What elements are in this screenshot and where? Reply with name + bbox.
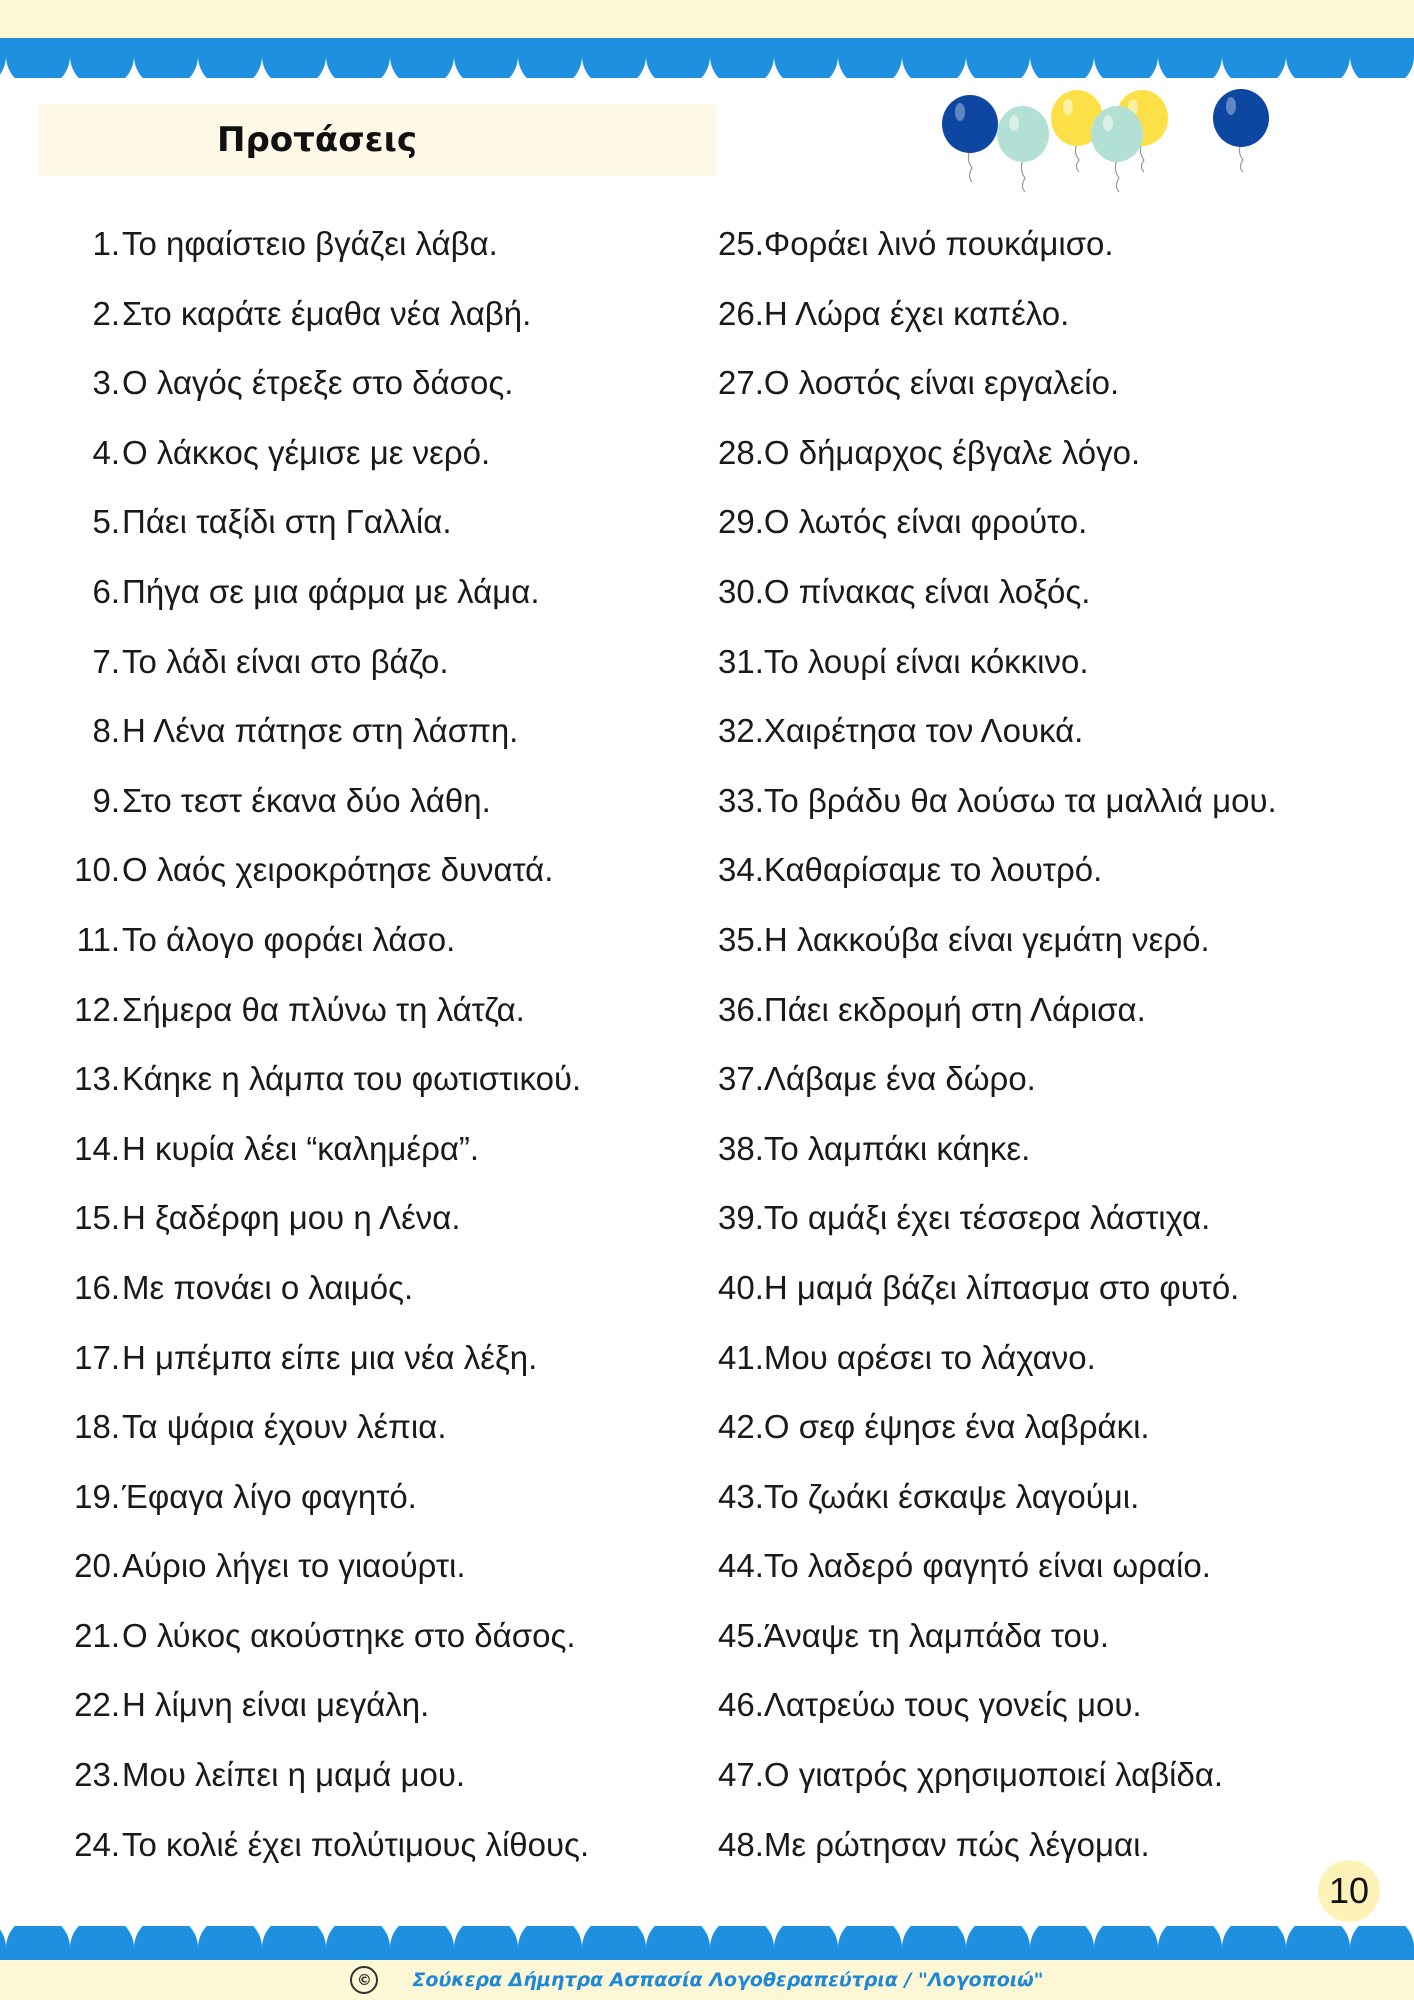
sentence-item (718, 1675, 1398, 1745)
sentence-item (0, 980, 700, 1050)
sentence-text: Μου αρέσει το λάχανο. (763, 1338, 1096, 1376)
sentence-item (0, 701, 700, 771)
sentence-text: Χαιρέτησα τον Λουκά. (763, 712, 1084, 750)
sentence-text: Πάει ταξίδι στη Γαλλία. (122, 503, 452, 541)
sentence-item (718, 1397, 1398, 1467)
sentence-number: 9. (92, 781, 120, 819)
sentence-text: Το λαδερό φαγητό είναι ωραίο. (763, 1547, 1211, 1585)
sentence-number: 20. (74, 1547, 120, 1585)
copyright-icon: © (350, 1966, 378, 1994)
sentence-item (0, 214, 700, 284)
sentence-text: Ο λαγός έτρεξε στο δάσος. (122, 364, 514, 402)
sentence-number: 10. (74, 851, 120, 889)
sentence-text: Ο λάκκος γέμισε με νερό. (122, 433, 491, 471)
sentence-number: 39. (718, 1199, 764, 1237)
sentence-number: 24. (74, 1825, 120, 1863)
balloon-icon (1213, 89, 1269, 172)
sentence-item (0, 1606, 700, 1676)
sentence-number: 26. (718, 294, 764, 332)
sentence-item (0, 1397, 700, 1467)
sentence-item (718, 840, 1398, 910)
sentence-number: 11. (76, 920, 120, 958)
sentence-number: 2. (92, 294, 120, 332)
sentence-text: Η Λώρα έχει καπέλο. (763, 294, 1070, 332)
sentence-item (0, 1119, 700, 1189)
sentence-text: Λάβαμε ένα δώρο. (763, 1060, 1036, 1098)
sentence-text: Το ζωάκι έσκαψε λαγούμι. (763, 1477, 1140, 1515)
sentence-number: 3. (92, 364, 120, 402)
sentence-number: 38. (718, 1129, 764, 1167)
sentence-text: Ο λοστός είναι εργαλείο. (763, 364, 1120, 402)
sentence-number: 23. (74, 1756, 120, 1794)
sentence-item (0, 910, 700, 980)
sentence-item (0, 423, 700, 493)
sentence-text: Άναψε τη λαμπάδα του. (763, 1616, 1110, 1654)
sentence-item (718, 632, 1398, 702)
sentence-item (0, 1467, 700, 1537)
footer-credit (0, 1960, 1414, 2000)
sentence-number: 33. (718, 781, 764, 819)
sentence-text: Ο δήμαρχος έβγαλε λόγο. (763, 433, 1141, 471)
sentence-item (718, 1467, 1398, 1537)
sentence-item (718, 492, 1398, 562)
sentence-text: Η κυρία λέει “καλημέρα”. (122, 1129, 480, 1167)
sentence-number: 7. (92, 642, 120, 680)
sentence-number: 43. (718, 1477, 764, 1515)
sentence-item (0, 1536, 700, 1606)
sentence-item (0, 632, 700, 702)
sentence-number: 14. (74, 1129, 120, 1167)
sentence-text: Ο γιατρός χρησιμοποιεί λαβίδα. (763, 1756, 1224, 1794)
sentence-text: Πάει εκδρομή στη Λάρισα. (763, 990, 1146, 1028)
balloon-icon (997, 106, 1049, 192)
sentence-item (718, 423, 1398, 493)
sentence-item (718, 353, 1398, 423)
sentence-item (718, 562, 1398, 632)
sentence-text: Η λίμνη είναι μεγάλη. (122, 1686, 430, 1724)
sentence-text: Η Λένα πάτησε στη λάσπη. (122, 712, 519, 750)
sentence-number: 12. (74, 990, 120, 1028)
sentence-item (0, 1188, 700, 1258)
sentence-item (0, 1049, 700, 1119)
sentence-item (718, 1188, 1398, 1258)
sentence-number: 25. (718, 225, 764, 262)
sentence-text: Στο καράτε έμαθα νέα λαβή. (122, 294, 532, 332)
sentence-item (718, 1536, 1398, 1606)
sentence-number: 40. (718, 1268, 764, 1306)
sentence-number: 21. (74, 1616, 120, 1654)
sentence-item (718, 284, 1398, 354)
sentence-list-left (0, 214, 700, 1884)
sentence-text: Μου λείπει η μαμά μου. (122, 1756, 466, 1794)
sentence-number: 22. (74, 1686, 120, 1724)
sentence-number: 32. (718, 712, 764, 750)
sentence-number: 47. (718, 1756, 764, 1794)
sentence-text: Καθαρίσαμε το λουτρό. (763, 851, 1103, 889)
sentence-number: 18. (74, 1408, 120, 1446)
sentence-text: Λατρεύω τους γονείς μου. (763, 1686, 1142, 1724)
sentence-number: 8. (92, 712, 120, 750)
sentence-text: Στο τεστ έκανα δύο λάθη. (122, 781, 491, 819)
sentence-text: Αύριο λήγει το γιαούρτι. (122, 1547, 466, 1585)
title-box (38, 104, 716, 176)
sentence-item (718, 1119, 1398, 1189)
sentence-item (0, 492, 700, 562)
sentence-list-right (718, 214, 1398, 1884)
footer-text: Σούκερα Δήμητρα Ασπασία Λογοθεραπεύτρια / "Λογοποιώ" (412, 1969, 1044, 1991)
sentence-number: 4. (92, 433, 120, 471)
sentence-text: Κάηκε η λάμπα του φωτιστικού. (122, 1060, 582, 1098)
sentence-number: 19. (74, 1477, 120, 1515)
sentence-number: 17. (74, 1338, 120, 1376)
sentence-item (718, 771, 1398, 841)
sentence-text: Το αμάξι έχει τέσσερα λάστιχα. (763, 1199, 1211, 1237)
sentence-text: Πήγα σε μια φάρμα με λάμα. (122, 572, 540, 610)
sentence-number: 30. (718, 572, 764, 610)
sentence-item (718, 1328, 1398, 1398)
sentence-number: 13. (74, 1060, 120, 1098)
sentence-item (718, 1606, 1398, 1676)
sentence-item (0, 1328, 700, 1398)
sentence-number: 29. (718, 503, 764, 541)
sentence-item (0, 1745, 700, 1815)
sentence-text: Ο λύκος ακούστηκε στο δάσος. (122, 1616, 576, 1654)
sentence-item (718, 1815, 1398, 1885)
sentence-number: 42. (718, 1408, 764, 1446)
sentence-text: Ο λαός χειροκρότησε δυνατά. (122, 851, 554, 889)
sentence-item (718, 701, 1398, 771)
sentence-number: 6. (92, 572, 120, 610)
sentence-text: Ο σεφ έψησε ένα λαβράκι. (763, 1408, 1150, 1446)
page-number: 10 (1318, 1860, 1380, 1922)
sentence-number: 34. (718, 851, 764, 889)
sentence-text: Ο πίνακας είναι λοξός. (763, 572, 1091, 610)
sentence-item (0, 562, 700, 632)
sentence-item (718, 910, 1398, 980)
sentence-text: Το κολιέ έχει πολύτιμους λίθους. (122, 1825, 590, 1863)
sentence-item (718, 214, 1398, 284)
top-band (0, 0, 1414, 40)
sentence-number: 44. (718, 1547, 764, 1585)
sentence-item (0, 1675, 700, 1745)
sentence-item (0, 284, 700, 354)
sentence-item (718, 1745, 1398, 1815)
sentence-number: 28. (718, 433, 764, 471)
sentence-number: 48. (718, 1825, 764, 1863)
sentence-item (718, 1049, 1398, 1119)
sentence-text: Το λαμπάκι κάηκε. (763, 1129, 1031, 1167)
balloon-icon (1091, 106, 1143, 192)
sentence-text: Σήμερα θα πλύνω τη λάτζα. (122, 990, 525, 1028)
top-wave-border (0, 38, 1414, 78)
sentence-number: 15. (74, 1199, 120, 1237)
sentence-text: Με πονάει ο λαιμός. (122, 1268, 414, 1306)
sentence-number: 16. (74, 1268, 120, 1306)
page-title: Προτάσεις (216, 120, 417, 160)
sentence-number: 35. (718, 920, 764, 958)
sentence-number: 1. (92, 225, 120, 262)
sentence-text: Το λάδι είναι στο βάζο. (122, 642, 449, 680)
sentence-text: Έφαγα λίγο φαγητό. (122, 1477, 417, 1515)
sentence-item (0, 771, 700, 841)
sentence-text: Το ηφαίστειο βγάζει λάβα. (122, 225, 498, 262)
sentence-text: Φοράει λινό πουκάμισο. (763, 225, 1114, 262)
sentence-text: Το βράδυ θα λούσω τα μαλλιά μου. (763, 781, 1277, 819)
sentence-item (0, 1258, 700, 1328)
sentence-item (0, 840, 700, 910)
sentence-text: Ο λωτός είναι φρούτο. (763, 503, 1088, 541)
sentence-number: 41. (718, 1338, 764, 1376)
sentence-text: Η μαμά βάζει λίπασμα στο φυτό. (763, 1268, 1240, 1306)
balloons-illustration (935, 88, 1275, 198)
sentence-text: Η μπέμπα είπε μια νέα λέξη. (122, 1338, 538, 1376)
sentence-text: Το άλογο φοράει λάσο. (122, 920, 456, 958)
sentence-text: Η ξαδέρφη μου η Λένα. (122, 1199, 461, 1237)
sentence-text: Με ρώτησαν πώς λέγομαι. (763, 1825, 1150, 1863)
sentence-item (0, 353, 700, 423)
sentence-text: Η λακκούβα είναι γεμάτη νερό. (763, 920, 1210, 958)
sentence-number: 27. (718, 364, 764, 402)
sentence-number: 31. (718, 642, 764, 680)
sentence-item (718, 1258, 1398, 1328)
sentence-item (0, 1815, 700, 1885)
sentence-number: 45. (718, 1616, 764, 1654)
sentence-number: 37. (718, 1060, 764, 1098)
sentence-text: Το λουρί είναι κόκκινο. (763, 642, 1089, 680)
balloon-icon (942, 95, 998, 182)
sentence-item (718, 980, 1398, 1050)
sentence-number: 46. (718, 1686, 764, 1724)
sentence-number: 5. (92, 503, 120, 541)
sentence-number: 36. (718, 990, 764, 1028)
sentence-text: Τα ψάρια έχουν λέπια. (122, 1408, 447, 1446)
